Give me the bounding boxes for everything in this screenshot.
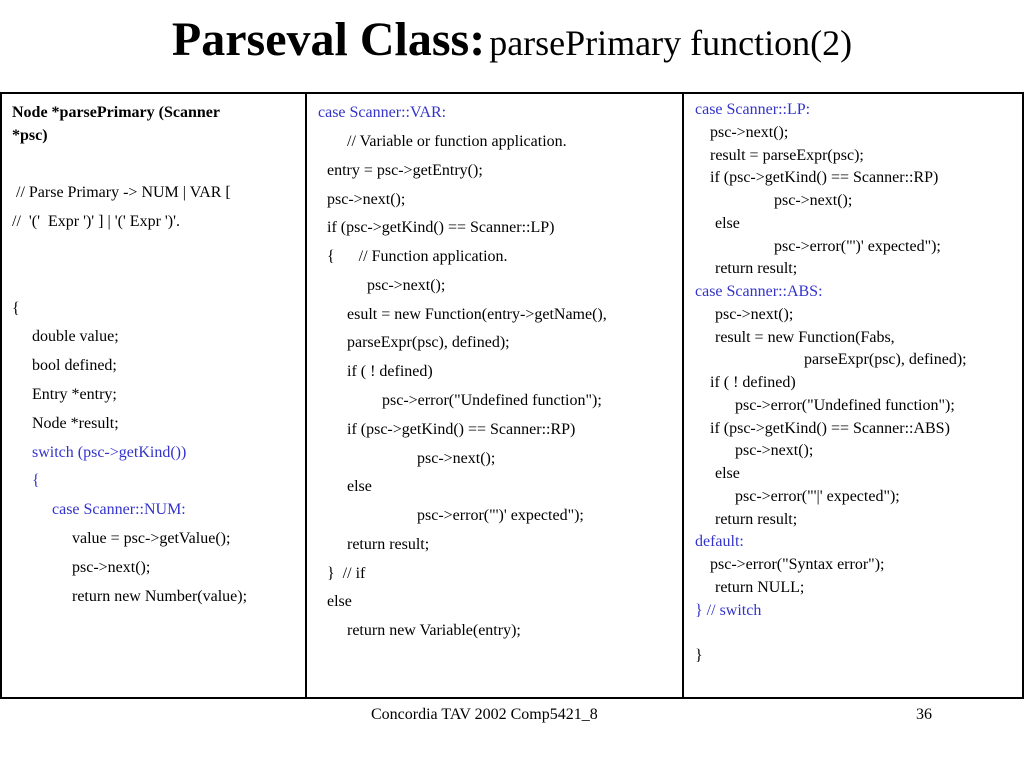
code-line: psc->error("')' expected"); [774,238,941,255]
footer-text: Concordia TAV 2002 Comp5421_8 [371,706,598,723]
code-line: Entry *entry; [32,386,117,403]
code-line: } // if [327,565,366,582]
code-line: // Parse Primary -> NUM | VAR [ [16,184,231,201]
code-line: if (psc->getKind() == Scanner::LP) [327,219,555,236]
code-line: case Scanner::ABS: [695,283,823,300]
code-line: } // switch [695,602,762,619]
code-line: result = new Function(Fabs, [715,329,895,346]
code-line: { [32,472,40,489]
code-line: if ( ! defined) [710,374,796,391]
code-line: psc->next(); [735,442,814,459]
code-line: case Scanner::NUM: [52,501,186,518]
code-line: double value; [32,328,119,345]
code-line: default: [695,533,744,550]
slide-title [0,12,1024,67]
code-line: return NULL; [715,579,805,596]
code-line: else [327,593,352,610]
code-line: else [715,465,740,482]
code-line: if (psc->getKind() == Scanner::RP) [347,421,576,438]
code-line: switch (psc->getKind()) [32,444,187,461]
code-line: parseExpr(psc), defined); [804,351,967,368]
code-line: psc->next(); [417,450,496,467]
code-line: psc->error("'|' expected"); [735,488,900,505]
code-line: psc->next(); [327,191,406,208]
code-line: value = psc->getValue(); [72,530,231,547]
code-line: result = parseExpr(psc); [710,147,864,164]
code-column-1 [2,94,307,697]
code-line: if (psc->getKind() == Scanner::ABS) [710,420,950,437]
code-line: parseExpr(psc), defined); [347,334,510,351]
code-line: psc->next(); [72,559,151,576]
code-line: psc->next(); [774,192,853,209]
code-line: psc->error("Undefined function"); [735,397,955,414]
code-line: if (psc->getKind() == Scanner::RP) [710,169,939,186]
code-line: Node *result; [32,415,119,432]
code-line: esult = new Function(entry->getName(), [347,306,607,323]
code-line: psc->error("Syntax error"); [710,556,885,573]
code-line: return result; [715,511,798,528]
code-line: entry = psc->getEntry(); [327,162,483,179]
code-line: // '(' Expr ')' ] | '(' Expr ')'. [12,213,180,230]
code-line: // Variable or function application. [347,133,567,150]
code-line: case Scanner::VAR: [318,104,447,121]
code-line: else [715,215,740,232]
code-line: psc->next(); [710,124,789,141]
code-line: return new Number(value); [72,588,248,605]
title-bold: Parseval Class: [171,13,486,66]
code-line: psc->next(); [715,306,794,323]
code-line: return new Variable(entry); [347,622,521,639]
code-line: psc->error("Undefined function"); [382,392,602,409]
code-line: return result; [347,536,430,553]
code-line: case Scanner::LP: [695,101,811,118]
slide-number: 36 [916,706,932,723]
code-line: psc->error("')' expected"); [417,507,584,524]
code-line: { [12,300,20,317]
code-line: } [695,647,703,664]
code-column-2 [307,94,684,697]
code-line: if ( ! defined) [347,363,433,380]
code-line: return result; [715,260,798,277]
code-line: { // Function application. [327,248,508,265]
title-subtitle: parsePrimary function(2) [489,23,853,63]
code-line: else [347,478,372,495]
code-line: psc->next(); [367,277,446,294]
code-table [0,92,1024,699]
code-line: Node *parsePrimary (Scanner [12,104,220,121]
code-line: *psc) [12,127,48,144]
code-line: bool defined; [32,357,117,374]
code-column-3 [684,94,1022,697]
